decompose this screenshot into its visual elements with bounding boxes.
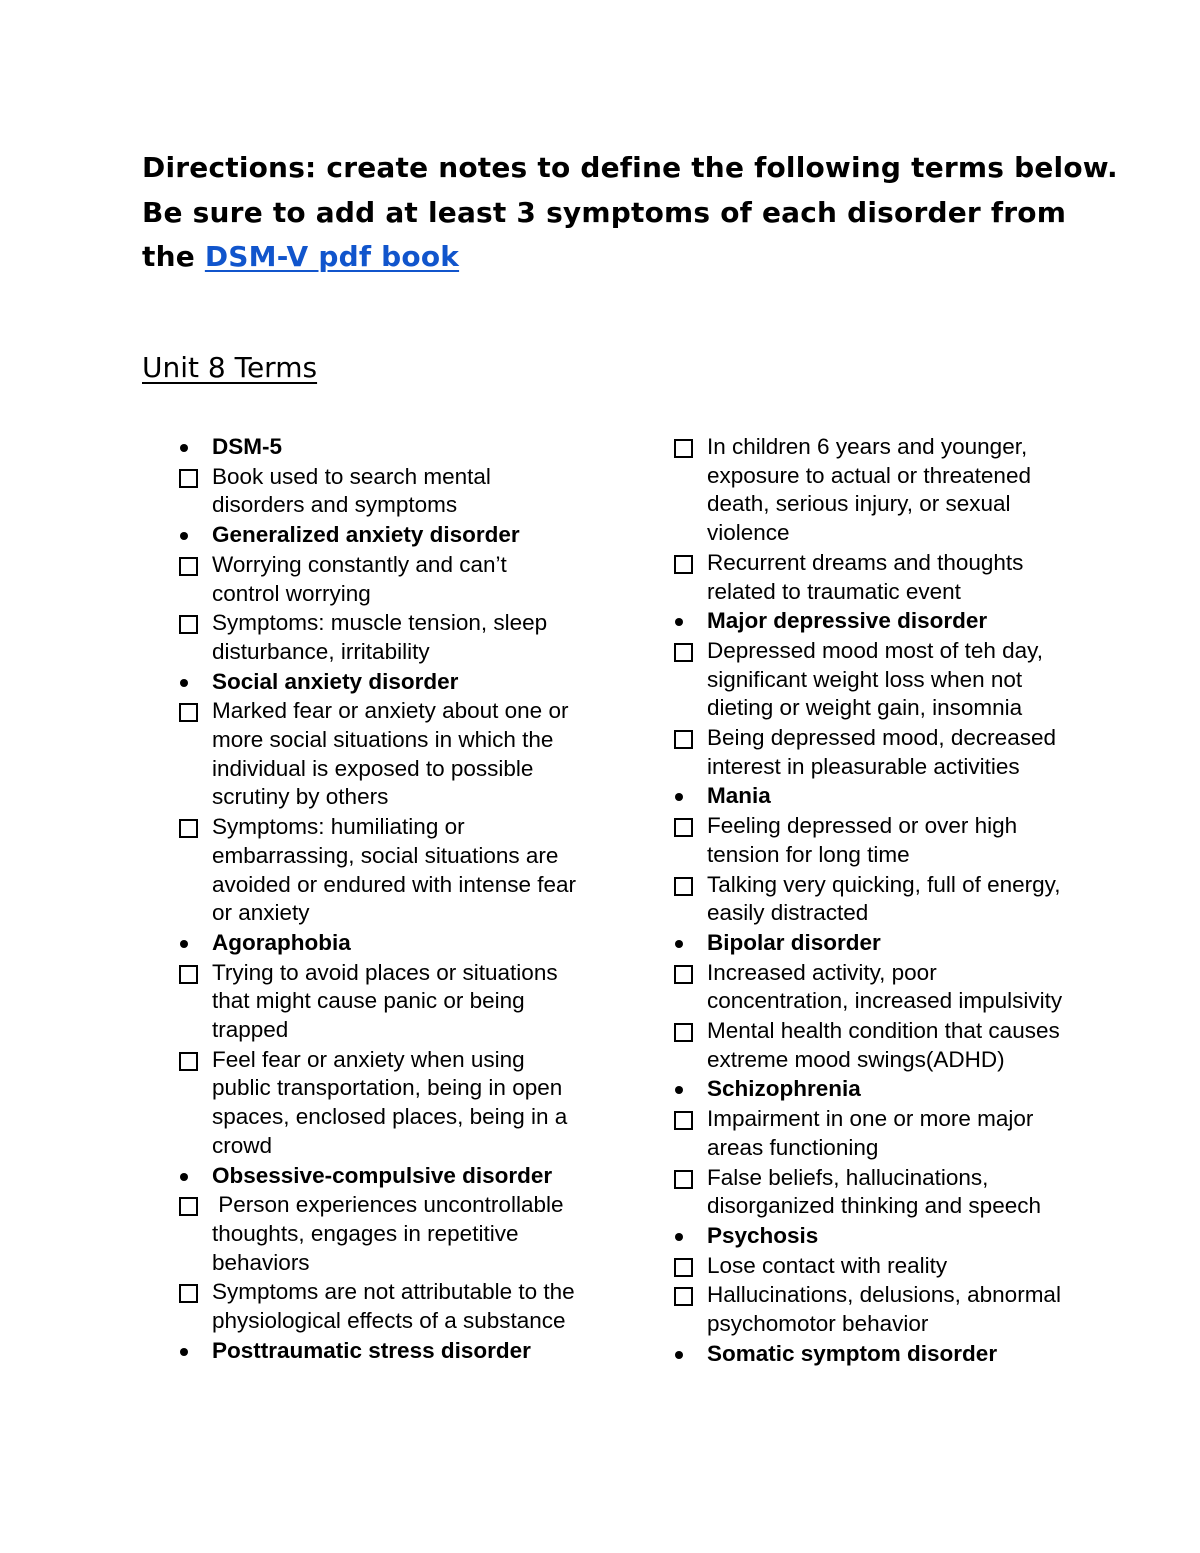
checkbox-icon[interactable] <box>674 730 693 749</box>
term-item <box>176 929 576 958</box>
note-item <box>671 959 1071 1016</box>
note-text: Mental health condition that causes extreme mood swings(ADHD) <box>707 1018 1066 1072</box>
checkbox-icon[interactable] <box>674 1258 693 1277</box>
note-item <box>671 433 1071 548</box>
term-item <box>671 1222 1071 1251</box>
unit-heading: Unit 8 Terms <box>142 351 318 384</box>
note-text: Worrying constantly and can’t control worrying <box>212 551 513 606</box>
term-item <box>671 607 1071 636</box>
term-item <box>671 929 1071 958</box>
term-label: Generalized anxiety disorder <box>212 522 520 548</box>
note-item <box>176 551 576 608</box>
directions-line-3 <box>142 235 1082 280</box>
checkbox-icon[interactable] <box>179 1284 198 1303</box>
bullet-icon <box>675 940 683 948</box>
term-label: Social anxiety disorder <box>212 668 459 694</box>
note-text: Person experiences uncontrollable thoughts, engages in repetitive behaviors <box>212 1192 570 1275</box>
checkbox-icon[interactable] <box>674 1170 693 1189</box>
bullet-icon <box>675 793 683 801</box>
checkbox-icon[interactable] <box>179 1197 198 1216</box>
bullet-icon <box>180 532 188 540</box>
term-item <box>176 1337 576 1366</box>
term-label: Major depressive disorder <box>707 608 988 634</box>
note-item <box>176 609 576 666</box>
note-item <box>671 1105 1071 1162</box>
note-item <box>671 1252 1071 1281</box>
directions-line-3-prefix: the <box>142 240 205 273</box>
checkbox-icon[interactable] <box>179 1052 198 1071</box>
note-text: Symptoms: humiliating or embarrassing, social situations are avoided or endured with intense fear or anxiety <box>212 814 583 926</box>
checkbox-icon[interactable] <box>674 643 693 662</box>
note-text: Symptoms are not attributable to the physiological effects of a substance <box>212 1279 581 1334</box>
term-item <box>176 433 576 462</box>
bullet-icon <box>180 679 188 687</box>
note-text: Increased activity, poor concentration, increased impulsivity <box>707 959 1063 1014</box>
checkbox-icon[interactable] <box>179 557 198 576</box>
term-label: Posttraumatic stress disorder <box>212 1337 531 1363</box>
note-item <box>671 637 1071 723</box>
checkbox-icon[interactable] <box>674 439 693 458</box>
note-item <box>671 812 1071 869</box>
checkbox-icon[interactable] <box>674 555 693 574</box>
dsm-pdf-book-link[interactable]: DSM-V pdf book <box>204 240 460 273</box>
left-term-list <box>176 433 583 1367</box>
note-text: Book used to search mental disorders and symptoms <box>212 463 498 518</box>
note-item <box>671 1164 1071 1221</box>
note-text: Feeling depressed or over high tension for long time <box>707 813 1024 867</box>
term-label: Mania <box>707 783 771 809</box>
right-term-list <box>671 433 1071 1370</box>
directions-line-2: Be sure to add at least 3 symptoms of each disorder from <box>142 195 1067 229</box>
checkbox-icon[interactable] <box>179 819 198 838</box>
note-item <box>176 1278 581 1335</box>
term-item <box>671 1340 1071 1369</box>
note-item <box>671 1017 1071 1074</box>
bullet-icon <box>675 1233 683 1241</box>
note-text: Being depressed mood, decreased interest in pleasurable activities <box>707 725 1063 779</box>
checkbox-icon[interactable] <box>179 965 198 984</box>
checkbox-icon[interactable] <box>674 818 693 837</box>
checkbox-icon[interactable] <box>674 1287 693 1306</box>
note-item <box>176 959 576 1045</box>
checkbox-icon[interactable] <box>179 703 198 722</box>
term-item <box>671 782 1071 811</box>
term-item <box>176 1162 576 1191</box>
term-label: Bipolar disorder <box>707 929 881 955</box>
term-label: Schizophrenia <box>707 1076 861 1102</box>
checkbox-icon[interactable] <box>179 615 198 634</box>
term-label: Obsessive-compulsive disorder <box>212 1162 553 1188</box>
checkbox-icon[interactable] <box>674 877 693 896</box>
bullet-icon <box>180 940 188 948</box>
note-text: Impairment in one or more major areas functioning <box>707 1106 1040 1160</box>
checkbox-icon[interactable] <box>674 965 693 984</box>
term-label: Agoraphobia <box>212 929 351 955</box>
note-text: Trying to avoid places or situations that might cause panic or being trapped <box>212 959 564 1043</box>
note-item <box>671 871 1071 928</box>
note-text: Marked fear or anxiety about one or more social situations in which the individual is exposed to possible scrutiny by others <box>212 698 575 810</box>
note-item <box>671 724 1071 781</box>
note-text: Lose contact with reality <box>707 1252 948 1278</box>
note-text: Hallucinations, delusions, abnormal psychomotor behavior <box>707 1282 1068 1337</box>
bullet-icon <box>675 1086 683 1094</box>
term-label: Somatic symptom disorder <box>707 1340 998 1366</box>
note-item <box>671 1281 1071 1338</box>
note-text: Depressed mood most of teh day, significant weight loss when not dieting or weight gain, insomnia <box>707 637 1050 721</box>
bullet-icon <box>180 1173 188 1181</box>
note-item <box>176 813 583 928</box>
term-item <box>176 521 576 550</box>
note-item <box>176 1191 576 1277</box>
bullet-icon <box>180 1348 188 1356</box>
note-text: Recurrent dreams and thoughts related to traumatic event <box>707 549 1030 604</box>
note-item <box>671 549 1071 606</box>
directions-paragraph <box>142 146 1118 280</box>
checkbox-icon[interactable] <box>674 1111 693 1130</box>
term-item <box>671 1075 1071 1104</box>
note-text: False beliefs, hallucinations, disorganized thinking and speech <box>707 1164 1041 1219</box>
note-text: Feel fear or anxiety when using public transportation, being in open spaces, enclosed places, being in a crowd <box>212 1046 574 1158</box>
checkbox-icon[interactable] <box>179 469 198 488</box>
term-label: Psychosis <box>707 1222 819 1248</box>
note-item <box>176 1046 576 1161</box>
bullet-icon <box>675 1351 683 1359</box>
term-item <box>176 668 576 697</box>
note-text: Talking very quicking, full of energy, easily distracted <box>707 871 1067 926</box>
note-text: In children 6 years and younger, exposure to actual or threatened death, serious injury, or sexual violence <box>707 434 1038 546</box>
checkbox-icon[interactable] <box>674 1023 693 1042</box>
term-label: DSM-5 <box>212 434 283 459</box>
note-text: Symptoms: muscle tension, sleep disturbance, irritability <box>212 610 554 664</box>
note-item <box>176 697 576 812</box>
directions-line-1: Directions: create notes to define the following terms below. <box>142 151 1118 184</box>
bullet-icon <box>180 444 188 452</box>
note-item <box>176 463 576 520</box>
bullet-icon <box>675 618 683 626</box>
